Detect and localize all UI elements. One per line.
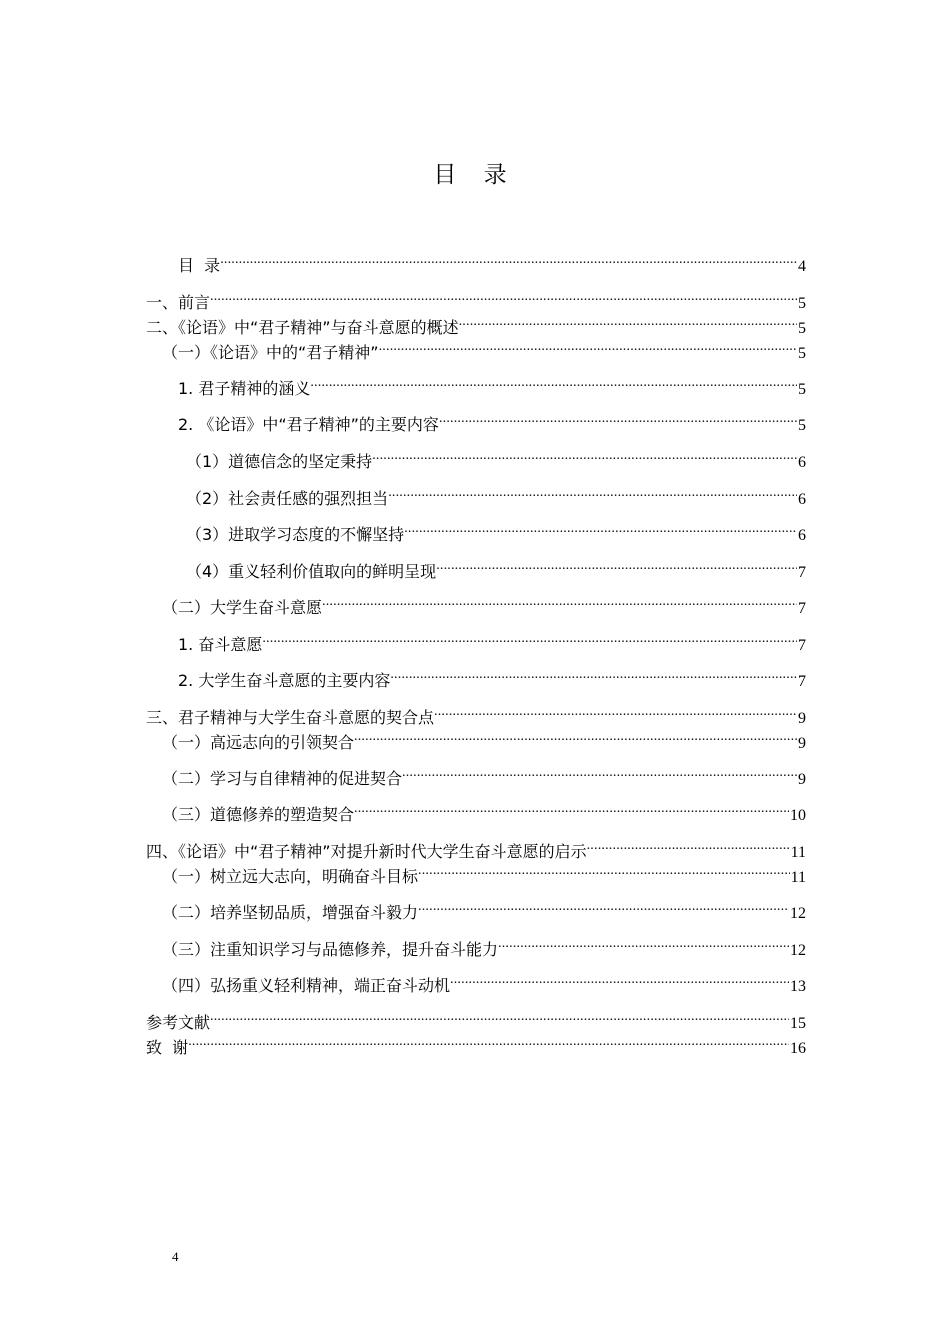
- toc-entry-page: 7: [798, 673, 806, 690]
- toc-entry-page: 5: [798, 295, 806, 312]
- toc-entry[interactable]: [146, 701, 806, 727]
- toc-entry-page: 11: [790, 844, 806, 861]
- toc-leader-dots: [379, 336, 797, 358]
- toc-entry[interactable]: [146, 1031, 806, 1057]
- toc-entry[interactable]: [162, 336, 806, 362]
- toc-entry-page: 12: [790, 942, 806, 959]
- toc-entry-page: 7: [798, 637, 806, 654]
- toc-leader-dots: [210, 1006, 789, 1028]
- toc-entry-label: 一、前言: [146, 293, 211, 312]
- toc-entry-label: 致 谢: [146, 1038, 189, 1057]
- toc-entry[interactable]: [178, 249, 806, 275]
- toc-entry-page: 4: [798, 258, 806, 275]
- toc-leader-dots: [439, 408, 797, 430]
- toc-entry-page: 5: [798, 320, 806, 337]
- toc-entry-label: 三、君子精神与大学生奋斗意愿的契合点: [146, 708, 435, 727]
- toc-entry-page: 6: [798, 454, 806, 471]
- toc-entry[interactable]: [146, 286, 806, 312]
- toc-leader-dots: [498, 933, 789, 955]
- toc-entry-label: 四、《论语》中“君子精神”对提升新时代大学生奋斗意愿的启示: [146, 842, 587, 861]
- toc-entry-label: （二）大学生奋斗意愿: [162, 598, 323, 617]
- toc-entry[interactable]: [162, 896, 806, 922]
- toc-entry[interactable]: [162, 933, 806, 959]
- toc-entry[interactable]: [162, 591, 806, 617]
- toc-entry[interactable]: [146, 311, 806, 337]
- toc-leader-dots: [459, 311, 797, 333]
- toc-entry-label: （1）道德信念的坚定秉持: [186, 452, 373, 471]
- footer-page-number: 4: [172, 1249, 179, 1264]
- toc-entry-page: 5: [798, 381, 806, 398]
- toc-entry-page: 9: [798, 735, 806, 752]
- toc-leader-dots: [354, 726, 797, 748]
- toc-entry-page: 13: [790, 978, 806, 995]
- toc-entry-page: 6: [798, 527, 806, 544]
- toc-entry[interactable]: [178, 408, 806, 434]
- toc-entry-page: 5: [798, 417, 806, 434]
- toc-entry-label: （一）树立远大志向，明确奋斗目标: [162, 867, 419, 886]
- toc-entry[interactable]: [162, 860, 806, 886]
- toc-entry[interactable]: [146, 835, 806, 861]
- toc-leader-dots: [388, 482, 797, 504]
- toc-entry-label: 参考文献: [146, 1013, 211, 1032]
- toc-entry[interactable]: [186, 445, 806, 471]
- toc-entry-label: （3）进取学习态度的不懈坚持: [186, 525, 405, 544]
- toc-leader-dots: [188, 1031, 789, 1053]
- toc-leader-dots: [354, 798, 789, 820]
- toc-entry-page: 10: [790, 807, 806, 824]
- toc-entry-label: 二、《论语》中“君子精神”与奋斗意愿的概述: [146, 318, 459, 337]
- toc-entry[interactable]: [162, 798, 806, 824]
- toc-entry[interactable]: [178, 628, 806, 654]
- toc-entry-label: （二）培养坚韧品质，增强奋斗毅力: [162, 903, 419, 922]
- toc-leader-dots: [436, 555, 797, 577]
- toc-leader-dots: [390, 664, 797, 686]
- toc-entry-page: 12: [790, 905, 806, 922]
- toc-entry[interactable]: [162, 762, 806, 788]
- toc-entry-label: （三）道德修养的塑造契合: [162, 805, 355, 824]
- toc-leader-dots: [220, 249, 797, 271]
- toc-entry-page: 15: [790, 1015, 806, 1032]
- toc-entry[interactable]: [186, 482, 806, 508]
- toc-leader-dots: [310, 372, 797, 394]
- toc-entry[interactable]: [162, 969, 806, 995]
- toc-entry[interactable]: [186, 518, 806, 544]
- toc-leader-dots: [418, 896, 789, 918]
- toc-entry-page: 7: [798, 600, 806, 617]
- toc-leader-dots: [587, 835, 790, 857]
- toc-entry-label: （一）高远志向的引领契合: [162, 733, 355, 752]
- toc-leader-dots: [450, 969, 789, 991]
- toc-entry-label: 2. 《论语》中“君子精神”的主要内容: [178, 415, 439, 434]
- toc-entry-label: 目 录: [178, 256, 221, 275]
- toc-entry-label: （四）弘扬重义轻利精神，端正奋斗动机: [162, 976, 451, 995]
- toc-entry[interactable]: [162, 726, 806, 752]
- toc-leader-dots: [372, 445, 797, 467]
- toc-entry-page: 6: [798, 491, 806, 508]
- toc-entry-page: 16: [790, 1040, 806, 1057]
- toc-leader-dots: [402, 762, 797, 784]
- toc-entry-label: （二）学习与自律精神的促进契合: [162, 769, 403, 788]
- toc-entry-page: 7: [798, 564, 806, 581]
- toc-leader-dots: [404, 518, 797, 540]
- toc-entry[interactable]: [178, 664, 806, 690]
- toc-leader-dots: [322, 591, 797, 613]
- toc-entry[interactable]: [178, 372, 806, 398]
- toc-entry-page: 11: [790, 869, 806, 886]
- toc-entry-label: 2. 大学生奋斗意愿的主要内容: [178, 671, 391, 690]
- toc-entry-label: 1. 奋斗意愿: [178, 635, 263, 654]
- toc-entry[interactable]: [146, 1006, 806, 1032]
- toc-entry-label: 1. 君子精神的涵义: [178, 379, 311, 398]
- toc-leader-dots: [418, 860, 790, 882]
- toc-entry-label: （三）注重知识学习与品德修养，提升奋斗能力: [162, 940, 499, 959]
- page-title: 目 录: [433, 162, 517, 188]
- toc-leader-dots: [262, 628, 797, 650]
- toc-entry-page: 9: [798, 710, 806, 727]
- toc-entry[interactable]: [186, 555, 806, 581]
- toc-entry-page: 5: [798, 345, 806, 362]
- toc-leader-dots: [210, 286, 797, 308]
- toc-entry-label: （一）《论语》中的“君子精神”: [162, 343, 379, 362]
- toc-leader-dots: [434, 701, 797, 723]
- toc-entry-page: 9: [798, 771, 806, 788]
- toc-entry-label: （2）社会责任感的强烈担当: [186, 489, 389, 508]
- toc-entry-label: （4）重义轻利价值取向的鲜明呈现: [186, 562, 437, 581]
